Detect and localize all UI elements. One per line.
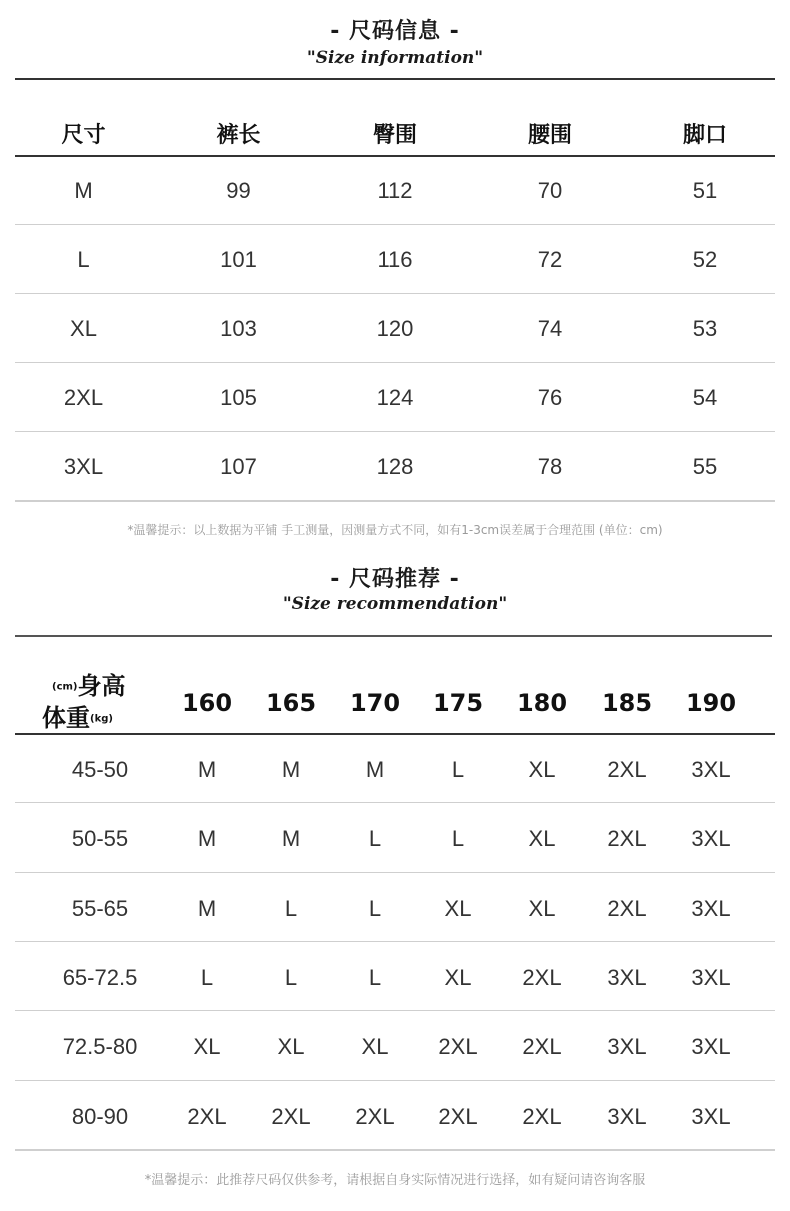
cell-hem: 52 bbox=[692, 246, 718, 272]
recommended-size: 2XL bbox=[607, 757, 647, 782]
cell-waist: 70 bbox=[537, 177, 563, 203]
size-rec-row bbox=[0, 1082, 790, 1149]
recommended-size: 3XL bbox=[691, 757, 731, 782]
weight-range: 72.5-80 bbox=[62, 1034, 138, 1059]
height-label-text: 身高 bbox=[77, 672, 126, 700]
recommended-size: XL bbox=[361, 1034, 389, 1059]
cell-hem: 55 bbox=[692, 453, 718, 479]
size-info-subtitle: "Size information" bbox=[306, 48, 484, 68]
size-rec-row bbox=[0, 943, 790, 1010]
cell-hip: 112 bbox=[377, 177, 413, 203]
cell-waist: 74 bbox=[537, 315, 563, 341]
recommended-size: XL bbox=[528, 896, 556, 921]
size-info-row-rule bbox=[15, 362, 775, 363]
recommended-size: L bbox=[368, 965, 382, 990]
header-waist: 腰围 bbox=[527, 122, 572, 148]
cell-hip: 124 bbox=[376, 384, 414, 410]
recommended-size: M bbox=[197, 757, 217, 782]
recommended-size: 3XL bbox=[607, 965, 647, 990]
cell-size: XL bbox=[70, 315, 97, 341]
height-col-160: 160 bbox=[181, 689, 233, 717]
cell-hip: 116 bbox=[377, 246, 413, 272]
recommended-size: XL bbox=[193, 1034, 221, 1059]
size-info-row-rule bbox=[15, 500, 775, 502]
recommended-size: M bbox=[365, 757, 385, 782]
size-rec-height-header bbox=[0, 685, 790, 721]
height-col-170: 170 bbox=[349, 689, 401, 717]
recommended-size: XL bbox=[528, 826, 556, 851]
cell-length: 107 bbox=[220, 453, 257, 479]
size-rec-top-rule bbox=[15, 635, 772, 637]
size-info-row bbox=[15, 364, 775, 431]
size-rec-title: - 尺码推荐 - bbox=[330, 567, 460, 592]
size-info-header-row bbox=[15, 113, 775, 153]
cell-size: 3XL bbox=[63, 453, 104, 479]
size-info-row-rule bbox=[15, 224, 775, 225]
recommended-size: 2XL bbox=[187, 1104, 227, 1129]
size-rec-row bbox=[0, 1012, 790, 1079]
recommended-size: XL bbox=[444, 965, 472, 990]
header-hip: 臀围 bbox=[372, 122, 417, 148]
recommended-size: M bbox=[281, 757, 301, 782]
recommended-size: 3XL bbox=[691, 965, 731, 990]
size-rec-row bbox=[0, 804, 790, 871]
recommended-size: M bbox=[281, 826, 301, 851]
size-rec-row bbox=[0, 735, 790, 802]
recommended-size: L bbox=[368, 896, 382, 921]
recommended-size: XL bbox=[277, 1034, 305, 1059]
recommended-size: L bbox=[284, 965, 298, 990]
recommended-size: M bbox=[197, 826, 217, 851]
size-info-top-rule bbox=[15, 78, 775, 80]
height-col-190: 190 bbox=[685, 689, 737, 717]
recommended-size: L bbox=[368, 826, 382, 851]
cell-size: M bbox=[74, 177, 93, 203]
weight-range: 65-72.5 bbox=[62, 965, 138, 990]
recommended-size: 2XL bbox=[522, 1034, 562, 1059]
header-hem: 脚口 bbox=[682, 122, 727, 148]
size-rec-row-rule bbox=[15, 1010, 775, 1011]
recommended-size: 2XL bbox=[438, 1104, 478, 1129]
recommended-size: XL bbox=[528, 757, 556, 782]
size-rec-row-rule bbox=[15, 802, 775, 803]
height-col-180: 180 bbox=[516, 689, 568, 717]
cell-size: 2XL bbox=[63, 384, 104, 410]
size-info-row bbox=[15, 226, 775, 293]
size-rec-note: *温馨提示：此推荐尺码仅供参考，请根据自身实际情况进行选择，如有疑问请咨询客服 bbox=[144, 1173, 646, 1188]
weight-range: 55-65 bbox=[71, 896, 129, 921]
size-rec-subtitle: "Size recommendation" bbox=[282, 594, 508, 614]
recommended-size: 3XL bbox=[691, 826, 731, 851]
header-size: 尺寸 bbox=[61, 122, 106, 148]
recommended-size: 2XL bbox=[522, 965, 562, 990]
cell-hip: 128 bbox=[376, 453, 414, 479]
height-col-175: 175 bbox=[432, 689, 484, 717]
weight-unit: (kg) bbox=[90, 713, 113, 725]
recommended-size: 3XL bbox=[691, 1034, 731, 1059]
size-info-row bbox=[15, 157, 775, 224]
weight-range: 80-90 bbox=[71, 1104, 129, 1129]
size-info-note: *温馨提示：以上数据为平铺 手工测量，因测量方式不同，如有1-3cm误差属于合理范围 (单位：cm) bbox=[127, 523, 663, 537]
recommended-size: L bbox=[200, 965, 214, 990]
size-rec-row-rule bbox=[15, 941, 775, 942]
size-info-row bbox=[15, 295, 775, 362]
size-info-row-rule bbox=[15, 293, 775, 294]
recommended-size: M bbox=[197, 896, 217, 921]
recommended-size: 3XL bbox=[691, 1104, 731, 1129]
cell-waist: 72 bbox=[537, 246, 563, 272]
size-info-row bbox=[15, 433, 775, 500]
weight-range: 50-55 bbox=[71, 826, 129, 851]
recommended-size: 2XL bbox=[438, 1034, 478, 1059]
size-rec-row-rule bbox=[15, 1149, 775, 1151]
cell-length: 103 bbox=[220, 315, 257, 341]
recommended-size: 2XL bbox=[607, 826, 647, 851]
height-col-185: 185 bbox=[601, 689, 653, 717]
recommended-size: 3XL bbox=[607, 1104, 647, 1129]
weight-range: 45-50 bbox=[71, 757, 129, 782]
recommended-size: 2XL bbox=[271, 1104, 311, 1129]
recommended-size: L bbox=[451, 826, 465, 851]
header-length: 裤长 bbox=[216, 122, 261, 148]
cell-hem: 53 bbox=[692, 315, 718, 341]
cell-hem: 51 bbox=[692, 177, 718, 203]
recommended-size: 2XL bbox=[355, 1104, 395, 1129]
cell-length: 105 bbox=[220, 384, 257, 410]
cell-size: L bbox=[77, 246, 90, 272]
size-rec-row-rule bbox=[15, 872, 775, 873]
cell-length: 99 bbox=[226, 177, 251, 203]
recommended-size: 2XL bbox=[607, 896, 647, 921]
weight-label-text: 体重 bbox=[42, 704, 90, 732]
cell-waist: 78 bbox=[537, 453, 563, 479]
cell-waist: 76 bbox=[537, 384, 563, 410]
recommended-size: XL bbox=[444, 896, 472, 921]
size-info-row-rule bbox=[15, 431, 775, 432]
recommended-size: 2XL bbox=[522, 1104, 562, 1129]
recommended-size: L bbox=[284, 896, 298, 921]
cell-hem: 54 bbox=[692, 384, 718, 410]
cell-hip: 120 bbox=[376, 315, 414, 341]
recommended-size: 3XL bbox=[691, 896, 731, 921]
cell-length: 101 bbox=[220, 246, 257, 272]
recommended-size: 3XL bbox=[607, 1034, 647, 1059]
height-unit: (cm) bbox=[52, 681, 78, 693]
size-info-title: - 尺码信息 - bbox=[330, 19, 460, 44]
recommended-size: L bbox=[451, 757, 465, 782]
size-rec-row-rule bbox=[15, 1080, 775, 1081]
size-rec-row bbox=[0, 874, 790, 941]
height-col-165: 165 bbox=[265, 689, 317, 717]
